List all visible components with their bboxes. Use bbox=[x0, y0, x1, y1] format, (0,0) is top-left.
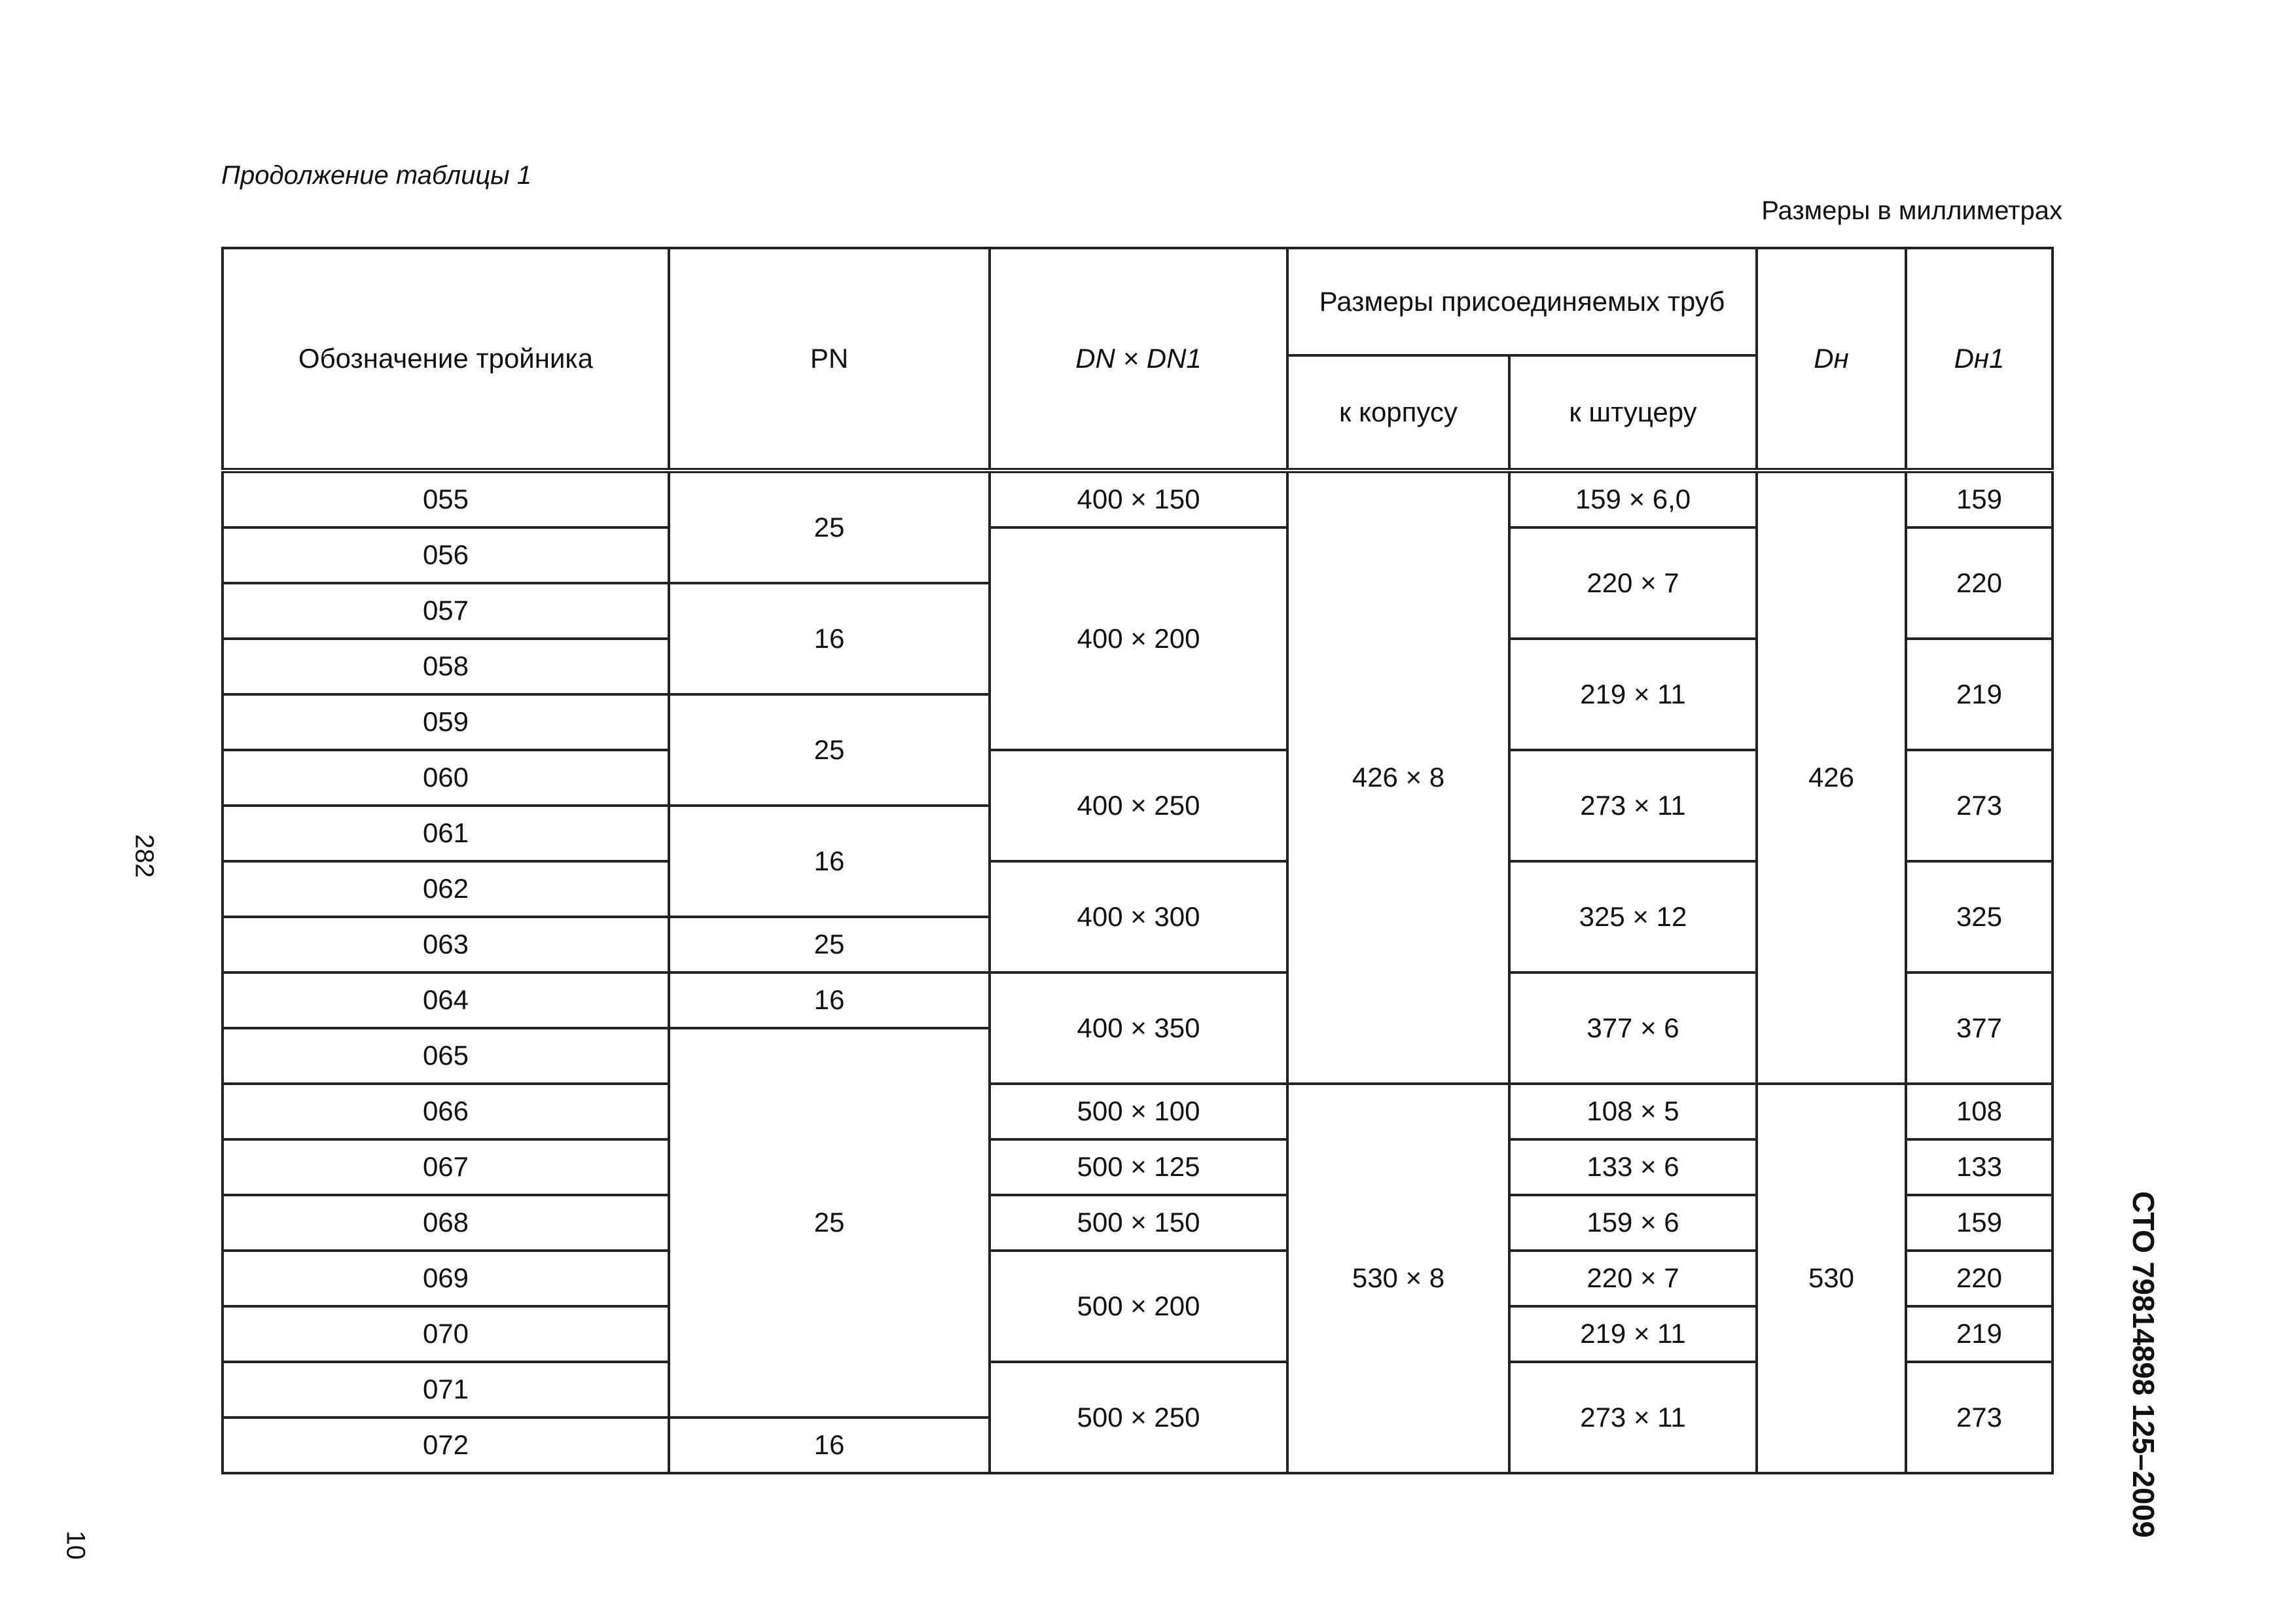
to-branch-cell: 325 × 12 bbox=[1509, 861, 1757, 972]
header-dn: DN × DN1 bbox=[990, 248, 1287, 471]
designation-cell: 062 bbox=[223, 861, 669, 917]
pn-cell: 25 bbox=[669, 471, 990, 583]
dh1-cell: 133 bbox=[1906, 1139, 2053, 1195]
designation-cell: 067 bbox=[223, 1139, 669, 1195]
header-to-body: к корпусу bbox=[1287, 355, 1509, 471]
dh1-cell: 220 bbox=[1906, 1251, 2053, 1306]
dh1-cell: 325 bbox=[1906, 861, 2053, 972]
dn-cell: 500 × 100 bbox=[990, 1084, 1287, 1139]
pn-cell: 25 bbox=[669, 694, 990, 806]
pn-cell: 16 bbox=[669, 583, 990, 694]
designation-cell: 061 bbox=[223, 806, 669, 861]
dh1-cell: 159 bbox=[1906, 471, 2053, 527]
to-branch-cell: 159 × 6,0 bbox=[1509, 471, 1757, 527]
header-dh1: Dн1 bbox=[1906, 248, 2053, 471]
pn-cell: 25 bbox=[669, 1028, 990, 1418]
dh1-cell: 220 bbox=[1906, 527, 2053, 639]
dh1-cell: 108 bbox=[1906, 1084, 2053, 1139]
units-note: Размеры в миллиметрах bbox=[1761, 196, 2062, 225]
dn-cell: 500 × 150 bbox=[990, 1195, 1287, 1251]
dn-cell: 500 × 250 bbox=[990, 1362, 1287, 1473]
designation-cell: 070 bbox=[223, 1306, 669, 1362]
designation-cell: 071 bbox=[223, 1362, 669, 1418]
table-row bbox=[223, 471, 2053, 527]
to-body-cell: 426 × 8 bbox=[1287, 471, 1509, 1084]
dn-cell: 400 × 150 bbox=[990, 471, 1287, 527]
dh1-cell: 273 bbox=[1906, 1362, 2053, 1473]
dn-cell: 500 × 125 bbox=[990, 1139, 1287, 1195]
table-row bbox=[223, 1084, 2053, 1139]
designation-cell: 072 bbox=[223, 1418, 669, 1473]
header-pn: PN bbox=[669, 248, 990, 471]
dh1-cell: 219 bbox=[1906, 639, 2053, 750]
designation-cell: 059 bbox=[223, 694, 669, 750]
dh1-cell: 273 bbox=[1906, 750, 2053, 861]
designation-cell: 056 bbox=[223, 527, 669, 583]
standard-designation: СТО 79814898 125–2009 bbox=[2126, 1191, 2161, 1538]
designation-cell: 068 bbox=[223, 1195, 669, 1251]
dh1-cell: 159 bbox=[1906, 1195, 2053, 1251]
dn-cell: 500 × 200 bbox=[990, 1251, 1287, 1362]
pn-cell: 16 bbox=[669, 806, 990, 917]
designation-cell: 063 bbox=[223, 917, 669, 972]
side-page-number: 282 bbox=[130, 834, 159, 878]
dn-cell: 400 × 200 bbox=[990, 527, 1287, 750]
to-branch-cell: 219 × 11 bbox=[1509, 639, 1757, 750]
dn-cell: 400 × 250 bbox=[990, 750, 1287, 861]
to-branch-cell: 273 × 11 bbox=[1509, 1362, 1757, 1473]
header-designation: Обозначение тройника bbox=[223, 248, 669, 471]
header-to-branch: к штуцеру bbox=[1509, 355, 1757, 471]
side-sheet-number: 10 bbox=[61, 1530, 90, 1560]
to-branch-cell: 377 × 6 bbox=[1509, 972, 1757, 1084]
dn-cell: 400 × 300 bbox=[990, 861, 1287, 972]
to-branch-cell: 219 × 11 bbox=[1509, 1306, 1757, 1362]
pn-cell: 16 bbox=[669, 1418, 990, 1473]
designation-cell: 055 bbox=[223, 471, 669, 527]
to-branch-cell: 133 × 6 bbox=[1509, 1139, 1757, 1195]
dh-cell: 426 bbox=[1757, 471, 1906, 1084]
to-body-cell: 530 × 8 bbox=[1287, 1084, 1509, 1473]
to-branch-cell: 159 × 6 bbox=[1509, 1195, 1757, 1251]
designation-cell: 065 bbox=[223, 1028, 669, 1084]
dh-cell: 530 bbox=[1757, 1084, 1906, 1473]
dh1-cell: 219 bbox=[1906, 1306, 2053, 1362]
table-caption: Продолжение таблицы 1 bbox=[221, 161, 532, 190]
dn-cell: 400 × 350 bbox=[990, 972, 1287, 1084]
designation-cell: 057 bbox=[223, 583, 669, 639]
to-branch-cell: 220 × 7 bbox=[1509, 527, 1757, 639]
designation-cell: 058 bbox=[223, 639, 669, 694]
dh1-cell: 377 bbox=[1906, 972, 2053, 1084]
header-pipe-sizes: Размеры присоединяемых труб bbox=[1287, 248, 1757, 355]
header-dh: Dн bbox=[1757, 248, 1906, 471]
to-branch-cell: 108 × 5 bbox=[1509, 1084, 1757, 1139]
tee-dimensions-table bbox=[221, 247, 2054, 1474]
designation-cell: 069 bbox=[223, 1251, 669, 1306]
designation-cell: 064 bbox=[223, 972, 669, 1028]
header-row-1 bbox=[223, 248, 2053, 355]
pn-cell: 16 bbox=[669, 972, 990, 1028]
designation-cell: 066 bbox=[223, 1084, 669, 1139]
to-branch-cell: 220 × 7 bbox=[1509, 1251, 1757, 1306]
designation-cell: 060 bbox=[223, 750, 669, 806]
pn-cell: 25 bbox=[669, 917, 990, 972]
to-branch-cell: 273 × 11 bbox=[1509, 750, 1757, 861]
